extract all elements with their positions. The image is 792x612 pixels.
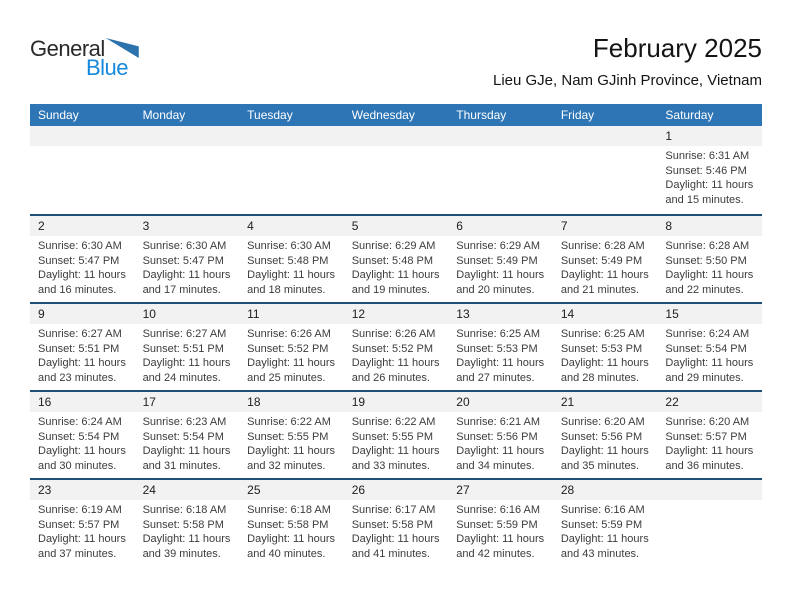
- day-number: 21: [560, 395, 575, 409]
- day-number: 28: [560, 483, 575, 497]
- title-block: [493, 33, 762, 89]
- weekday-header-friday: Friday: [560, 108, 595, 122]
- day-detail-line: and 28 minutes.: [560, 371, 640, 384]
- day-cell: [30, 412, 135, 473]
- day-detail-line: Sunset: 5:56 PM: [560, 430, 643, 443]
- day-detail-line: and 27 minutes.: [456, 371, 535, 384]
- day-cell: [657, 146, 762, 207]
- day-number-band: [30, 126, 762, 146]
- day-number: 9: [38, 307, 45, 321]
- day-cell: [553, 146, 658, 207]
- day-number: 15: [665, 307, 679, 321]
- day-detail-line: Sunset: 5:49 PM: [560, 254, 643, 267]
- day-number: 12: [351, 307, 366, 321]
- day-number: 22: [665, 395, 679, 409]
- day-cell: [448, 500, 553, 561]
- day-detail-line: and 22 minutes.: [665, 283, 744, 296]
- day-detail-line: Sunrise: 6:18 AM: [142, 504, 227, 516]
- day-number: 14: [560, 307, 575, 321]
- day-detail-line: Daylight: 11 hours: [665, 179, 754, 191]
- day-cell: [239, 412, 344, 473]
- day-cell: [553, 412, 658, 473]
- day-detail-line: Sunrise: 6:19 AM: [38, 504, 122, 516]
- day-cell: [135, 324, 240, 385]
- day-detail-line: and 17 minutes.: [142, 283, 221, 296]
- day-detail-line: and 41 minutes.: [351, 547, 430, 560]
- day-detail-line: Daylight: 11 hours: [456, 357, 545, 369]
- day-cell: [239, 500, 344, 561]
- day-detail-line: and 24 minutes.: [142, 371, 221, 384]
- day-detail-line: Daylight: 11 hours: [142, 357, 231, 369]
- location-subtitle: Lieu GJe, Nam GJinh Province, Vietnam: [492, 72, 762, 89]
- day-number: 2: [38, 219, 45, 233]
- day-detail-line: Sunset: 5:58 PM: [351, 518, 434, 531]
- week-row: [30, 214, 762, 302]
- day-detail-line: Sunrise: 6:30 AM: [247, 240, 331, 252]
- day-detail-line: Sunrise: 6:23 AM: [142, 416, 227, 428]
- day-number: 20: [456, 395, 470, 409]
- weekday-header-thursday: Thursday: [456, 108, 507, 122]
- day-number: 17: [142, 395, 156, 409]
- weekday-header-wednesday: Wednesday: [351, 108, 415, 122]
- day-detail-line: Sunrise: 6:24 AM: [665, 328, 750, 340]
- day-cell: [135, 500, 240, 561]
- day-detail-line: Daylight: 11 hours: [560, 357, 649, 369]
- logo-general-text: General: [30, 36, 105, 61]
- calendar-table: [30, 104, 762, 566]
- day-detail-line: Sunrise: 6:20 AM: [560, 416, 645, 428]
- day-number: 3: [142, 219, 150, 233]
- day-detail-line: Sunrise: 6:31 AM: [665, 150, 750, 162]
- day-detail-line: Daylight: 11 hours: [38, 269, 126, 281]
- day-cell: [30, 236, 135, 297]
- day-detail-line: Sunset: 5:57 PM: [665, 430, 747, 443]
- day-detail-line: Daylight: 11 hours: [38, 533, 126, 545]
- day-cell: [553, 236, 658, 297]
- calendar-weeks: [30, 126, 762, 566]
- day-number: 11: [247, 307, 260, 321]
- day-detail-line: Sunset: 5:54 PM: [142, 430, 224, 443]
- day-detail-line: Daylight: 11 hours: [38, 445, 126, 457]
- day-number: 5: [351, 219, 359, 233]
- day-cell: [239, 236, 344, 297]
- day-detail-line: Sunrise: 6:25 AM: [560, 328, 645, 340]
- day-detail-line: Sunrise: 6:29 AM: [456, 240, 541, 252]
- day-detail-line: and 18 minutes.: [247, 283, 326, 296]
- day-detail-line: Sunset: 5:53 PM: [456, 342, 538, 355]
- day-details-band: [30, 236, 762, 297]
- day-detail-line: Daylight: 11 hours: [142, 269, 231, 281]
- day-detail-line: Sunrise: 6:30 AM: [142, 240, 227, 252]
- day-detail-line: Daylight: 11 hours: [351, 269, 440, 281]
- day-detail-line: Sunset: 5:47 PM: [142, 254, 224, 267]
- day-cell: [344, 146, 449, 207]
- day-number: 25: [247, 483, 261, 497]
- day-detail-line: Sunrise: 6:22 AM: [247, 416, 331, 428]
- weekday-header-sunday: Sunday: [38, 108, 79, 122]
- weekday-header-saturday: Saturday: [665, 108, 714, 122]
- day-number: 1: [665, 129, 673, 143]
- day-detail-line: Daylight: 11 hours: [38, 357, 126, 369]
- day-detail-line: Daylight: 11 hours: [247, 357, 335, 369]
- day-detail-line: Sunrise: 6:24 AM: [38, 416, 122, 428]
- day-detail-line: Sunrise: 6:16 AM: [456, 504, 541, 516]
- day-detail-line: Daylight: 11 hours: [456, 533, 545, 545]
- day-number: 8: [665, 219, 673, 233]
- day-detail-line: and 26 minutes.: [351, 371, 430, 384]
- day-cell: [448, 146, 553, 207]
- day-detail-line: and 36 minutes.: [665, 459, 744, 472]
- week-row: [30, 478, 762, 566]
- day-detail-line: Sunrise: 6:20 AM: [665, 416, 750, 428]
- day-detail-line: Sunset: 5:52 PM: [351, 342, 434, 355]
- day-detail-line: Daylight: 11 hours: [142, 533, 231, 545]
- day-detail-line: and 39 minutes.: [142, 547, 221, 560]
- day-number: 16: [38, 395, 52, 409]
- day-detail-line: Daylight: 11 hours: [560, 533, 649, 545]
- day-cell: [135, 146, 240, 207]
- day-detail-line: and 23 minutes.: [38, 371, 117, 384]
- day-detail-line: Sunset: 5:56 PM: [456, 430, 538, 443]
- day-detail-line: and 29 minutes.: [665, 371, 744, 384]
- day-cell: [239, 324, 344, 385]
- day-detail-line: and 40 minutes.: [247, 547, 326, 560]
- day-number: 4: [247, 219, 254, 233]
- day-number: 13: [456, 307, 470, 321]
- day-cell: [344, 412, 449, 473]
- day-detail-line: and 34 minutes.: [456, 459, 535, 472]
- logo-blue-text: Blue: [86, 55, 129, 80]
- day-number: 18: [247, 395, 261, 409]
- day-detail-line: and 20 minutes.: [456, 283, 535, 296]
- day-number: 24: [142, 483, 156, 497]
- day-detail-line: Daylight: 11 hours: [247, 445, 335, 457]
- day-cell: [135, 412, 240, 473]
- day-detail-line: Sunset: 5:58 PM: [247, 518, 329, 531]
- day-detail-line: Sunset: 5:55 PM: [247, 430, 329, 443]
- week-row: [30, 302, 762, 390]
- day-detail-line: Sunrise: 6:28 AM: [560, 240, 645, 252]
- day-detail-line: Sunset: 5:59 PM: [456, 518, 538, 531]
- day-detail-line: Sunset: 5:52 PM: [247, 342, 329, 355]
- day-detail-line: and 31 minutes.: [142, 459, 221, 472]
- day-detail-line: Daylight: 11 hours: [560, 269, 649, 281]
- day-detail-line: and 21 minutes.: [560, 283, 640, 296]
- day-number: 23: [38, 483, 52, 497]
- day-detail-line: Sunset: 5:50 PM: [665, 254, 747, 267]
- day-number: 10: [142, 307, 156, 321]
- day-cell: [448, 412, 553, 473]
- day-detail-line: Daylight: 11 hours: [351, 357, 440, 369]
- day-detail-line: Sunrise: 6:25 AM: [456, 328, 541, 340]
- day-cell: [239, 146, 344, 207]
- day-detail-line: Sunset: 5:51 PM: [38, 342, 120, 355]
- day-cell: [448, 324, 553, 385]
- week-row: [30, 126, 762, 214]
- day-detail-line: Daylight: 11 hours: [247, 269, 335, 281]
- day-detail-line: Daylight: 11 hours: [456, 445, 545, 457]
- day-detail-line: Daylight: 11 hours: [351, 533, 440, 545]
- day-detail-line: Daylight: 11 hours: [665, 269, 754, 281]
- weekday-header-tuesday: Tuesday: [247, 108, 293, 122]
- weekday-header-monday: Monday: [142, 108, 186, 122]
- day-cell: [657, 324, 762, 385]
- day-detail-line: Sunset: 5:49 PM: [456, 254, 538, 267]
- day-detail-line: Sunrise: 6:26 AM: [247, 328, 331, 340]
- day-details-band: [30, 500, 762, 561]
- day-detail-line: Sunrise: 6:26 AM: [351, 328, 436, 340]
- day-cell: [448, 236, 553, 297]
- day-detail-line: Daylight: 11 hours: [665, 445, 754, 457]
- day-detail-line: Sunrise: 6:16 AM: [560, 504, 645, 516]
- day-detail-line: Sunset: 5:54 PM: [38, 430, 120, 443]
- day-detail-line: and 16 minutes.: [38, 283, 117, 296]
- day-cell: [30, 324, 135, 385]
- day-detail-line: Daylight: 11 hours: [560, 445, 649, 457]
- day-number: 6: [456, 219, 463, 233]
- day-details-band: [30, 146, 762, 207]
- day-detail-line: Sunrise: 6:18 AM: [247, 504, 331, 516]
- week-row: [30, 390, 762, 478]
- day-detail-line: Sunset: 5:54 PM: [665, 342, 747, 355]
- day-detail-line: Sunrise: 6:17 AM: [351, 504, 436, 516]
- day-cell: [135, 236, 240, 297]
- day-detail-line: and 30 minutes.: [38, 459, 117, 472]
- day-detail-line: Sunset: 5:58 PM: [142, 518, 224, 531]
- day-detail-line: and 42 minutes.: [456, 547, 535, 560]
- weekday-header-row: [30, 104, 762, 126]
- day-number: 7: [560, 219, 568, 233]
- day-detail-line: Sunrise: 6:30 AM: [38, 240, 122, 252]
- day-detail-line: Sunset: 5:53 PM: [560, 342, 643, 355]
- day-detail-line: and 19 minutes.: [351, 283, 430, 296]
- day-detail-line: Sunset: 5:57 PM: [38, 518, 120, 531]
- day-detail-line: and 32 minutes.: [247, 459, 326, 472]
- day-cell: [553, 500, 658, 561]
- day-cell: [344, 236, 449, 297]
- day-detail-line: and 15 minutes.: [665, 193, 744, 206]
- day-detail-line: and 33 minutes.: [351, 459, 430, 472]
- day-cell: [344, 500, 449, 561]
- day-detail-line: Daylight: 11 hours: [665, 357, 754, 369]
- day-detail-line: Sunset: 5:51 PM: [142, 342, 224, 355]
- day-detail-line: and 43 minutes.: [560, 547, 640, 560]
- day-cell: [657, 412, 762, 473]
- day-detail-line: Daylight: 11 hours: [456, 269, 545, 281]
- day-detail-line: Sunset: 5:48 PM: [351, 254, 434, 267]
- month-title: February 2025: [592, 33, 762, 63]
- day-cell: [657, 236, 762, 297]
- day-detail-line: Sunset: 5:59 PM: [560, 518, 643, 531]
- day-number: 26: [351, 483, 366, 497]
- day-detail-line: Sunrise: 6:22 AM: [351, 416, 436, 428]
- day-detail-line: Sunset: 5:46 PM: [665, 164, 747, 177]
- day-detail-line: Sunset: 5:47 PM: [38, 254, 120, 267]
- day-cell: [553, 324, 658, 385]
- day-cell: [344, 324, 449, 385]
- day-number: 27: [456, 483, 470, 497]
- day-number-band: [30, 216, 762, 236]
- day-details-band: [30, 324, 762, 385]
- day-detail-line: Sunset: 5:55 PM: [351, 430, 434, 443]
- day-detail-line: Daylight: 11 hours: [351, 445, 440, 457]
- day-detail-line: Daylight: 11 hours: [247, 533, 335, 545]
- day-detail-line: and 37 minutes.: [38, 547, 117, 560]
- day-details-band: [30, 412, 762, 473]
- day-cell: [30, 500, 135, 561]
- day-detail-line: Sunrise: 6:21 AM: [456, 416, 541, 428]
- day-number-band: [30, 304, 762, 324]
- day-number-band: [30, 480, 762, 500]
- day-detail-line: Sunrise: 6:28 AM: [665, 240, 750, 252]
- day-detail-line: and 35 minutes.: [560, 459, 640, 472]
- general-blue-logo: [30, 36, 139, 81]
- day-cell: [30, 146, 135, 207]
- day-detail-line: Daylight: 11 hours: [142, 445, 231, 457]
- day-detail-line: Sunrise: 6:29 AM: [351, 240, 436, 252]
- day-number: 19: [351, 395, 366, 409]
- day-number-band: [30, 392, 762, 412]
- day-detail-line: Sunrise: 6:27 AM: [142, 328, 227, 340]
- day-cell: [657, 500, 762, 561]
- day-detail-line: and 25 minutes.: [247, 371, 326, 384]
- day-detail-line: Sunrise: 6:27 AM: [38, 328, 122, 340]
- day-detail-line: Sunset: 5:48 PM: [247, 254, 329, 267]
